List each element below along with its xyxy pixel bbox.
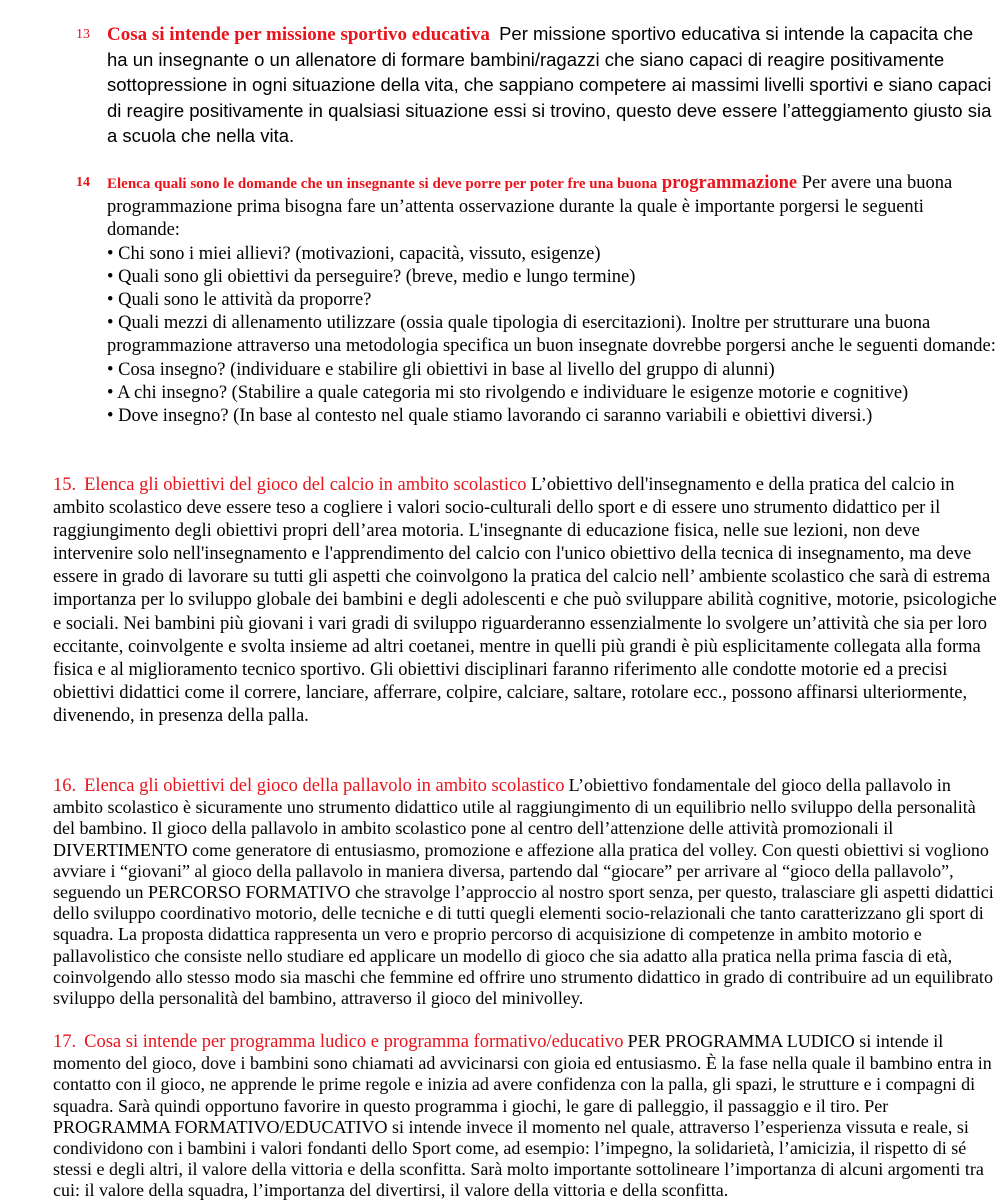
question-15-number: 15. bbox=[53, 475, 77, 495]
question-13-number: 13 bbox=[76, 27, 90, 42]
question-15-body: L’obiettivo dell'insegnamento e della pratica del calcio in ambito scolastico deve essere teso a cogliere i valori socio-culturali dello sport e di essere uno strumento didattico per il raggiungimento degli obiettivi propri dell’area motoria. L'insegnante di educazione fisica, nelle sue lezioni, non deve intervenire solo nell'insegnamento e l'apprendimento del calcio con l'unico obiettivo della tecnica di insegnamento, ma deve essere in grado di lavorare su tutti gli aspetti che coinvolgono la pratica del calcio nell’ ambiente scolastico che sarà di estrema importanza per lo sviluppo globale dei bambini e degli adolescenti e che può sviluppare abilità cognitive, motorie, psicologiche e sociali. Nei bambini più giovani i vari gradi di sviluppo riguarderanno essenzialmente lo svolgere un’attività che sia per loro eccitante, coinvolgente e svolta insieme ad altri coetanei, mentre in quelli più grandi è più esplicitamente collegata alla forma fisica e al miglioramento tecnico sportivo. Gli obiettivi disciplinari faranno riferimento alle condotte motorie ed a precisi obiettivi didattici come il correre, lanciare, afferrare, colpire, calciare, saltare, rotolare ecc., possono affinarsi ulteriormente, divenendo, in presenza della palla. bbox=[53, 475, 997, 726]
question-14-number: 14 bbox=[76, 175, 90, 190]
question-13-paragraph bbox=[107, 22, 997, 150]
question-14-title: Elenca quali sono le domande che un insegnante si deve porre per poter fre una buona bbox=[107, 176, 658, 192]
question-17-paragraph bbox=[53, 1031, 998, 1202]
question-17 bbox=[53, 1031, 998, 1202]
question-14-bullet: • A chi insegno? (Stabilire a quale categoria mi sto rivolgendo e individuare le esigenze motorie e cognitive) bbox=[107, 382, 909, 403]
question-14-bullet: • Cosa insegno? (individuare e stabilire gli obiettivi in base al livello del gruppo di alunni) bbox=[107, 359, 775, 380]
question-13-body: Per missione sportivo educativa si intende la capacita che ha un insegnante o un allenatore di formare bambini/ragazzi che siano capaci di reagire positivamente sottopressione in ogni situazione della vita, che sappiano competere ai massimi livelli sportivi e siano capaci di reagire positivamente in qualsiasi situazione essi si trovino, questo deve essere l’atteggiamento giusto sia a scuola che nella vita. bbox=[107, 23, 992, 146]
question-16 bbox=[53, 775, 998, 1009]
question-14-paragraph bbox=[107, 172, 997, 243]
question-15-paragraph bbox=[53, 474, 998, 728]
question-14-bullet: • Quali mezzi di allenamento utilizzare (ossia quale tipologia di esercitazioni). Inoltre per strutturare una buona programmazione attraverso una metodologia specifica un buon insegnate dovrebbe porgersi anche le seguenti domande: bbox=[107, 313, 996, 357]
question-16-paragraph bbox=[53, 775, 998, 1009]
question-17-number: 17. bbox=[53, 1032, 77, 1052]
question-13 bbox=[107, 22, 997, 150]
question-14-bullet: • Chi sono i miei allievi? (motivazioni, capacità, vissuto, esigenze) bbox=[107, 243, 601, 264]
question-14 bbox=[107, 172, 997, 428]
question-15-title: Elenca gli obiettivi del gioco del calcio in ambito scolastico bbox=[84, 475, 527, 495]
question-17-body: PER PROGRAMMA LUDICO si intende il momento del gioco, dove i bambini sono chiamati ad avvicinarsi con gioia ed entusiasmo. È la fase nella quale il bambino entra in contatto con il gioco, ne apprende le prime regole e inizia ad avere confidenza con la palla, gli spazi, le strutture e i compagni di squadra. Sarà quindi opportuno favorire in questo programma i giochi, le gare di palleggio, il passaggio e il tiro. Per PROGRAMMA FORMATIVO/EDUCATIVO si intende invece il momento nel quale, attraverso l’esperienza vissuta e reale, si condividono con i bambini i valori fondanti dello Sport come, ad esempio: l’impegno, la solidarietà, l’amicizia, il rispetto di sé stessi e degli altri, il valore della vittoria e della sconfitta. Sarà molto importante sottolineare l’importanza di alcuni argomenti tra cui: il valore della squadra, l’importanza del divertirsi, il valore della vittoria e della sconfitta. bbox=[53, 1031, 992, 1201]
question-13-title: Cosa si intende per missione sportivo educativa bbox=[107, 24, 490, 45]
question-16-number: 16. bbox=[53, 776, 77, 796]
question-16-body: L’obiettivo fondamentale del gioco della pallavolo in ambito scolastico è sicuramente uno strumento didattico utile al raggiungimento di un equilibrio nello sviluppo della personalità del bambino. Il gioco della pallavolo in ambito scolastico pone al centro dell’attenzione delle attività promozionali il DIVERTIMENTO come generatore di entusiasmo, promozione e affezione alla pratica del volley. Con questi obiettivi si vogliono avviare i “giovani” al gioco della pallavolo in maniera diversa, partendo dal “giocare” per arrivare al “gioco della pallavolo”, seguendo un PERCORSO FORMATIVO che stravolge l’approccio al nostro sport senza, per questo, tralasciare gli aspetti didattici dello sviluppo coordinativo motorio, delle tecniche e di tutti quegli elementi socio-relazionali che tanto caratterizzano gli sport di squadra. La proposta didattica rappresenta un vero e proprio percorso di acquisizione di competenze in ambito motorio e pallavolistico che consiste nello studiare ed applicare un modello di gioco che sia adatto alla pratica nella prima fascia di età, coinvolgendo allo stesso modo sia maschi che femmine ed offrire uno strumento didattico in grado di contribuire ad un equilibrato sviluppo della personalità del bambino, attraverso il gioco del minivolley. bbox=[53, 775, 994, 1009]
question-17-title: Cosa si intende per programma ludico e programma formativo/educativo bbox=[84, 1032, 624, 1052]
question-14-bullet: • Quali sono gli obiettivi da perseguire? (breve, medio e lungo termine) bbox=[107, 266, 636, 287]
question-15 bbox=[53, 474, 998, 728]
question-14-title-end: programmazione bbox=[661, 173, 798, 193]
question-14-bullet: • Dove insegno? (In base al contesto nel quale stiamo lavorando ci saranno variabili e obiettivi diversi.) bbox=[107, 406, 873, 427]
question-14-bullet: • Quali sono le attività da proporre? bbox=[107, 290, 372, 311]
question-16-title: Elenca gli obiettivi del gioco della pallavolo in ambito scolastico bbox=[84, 776, 565, 796]
question-14-intro: Per avere una buona programmazione prima bisogna fare un’attenta osservazione durante la quale è importante porgersi le seguenti domande: bbox=[107, 173, 953, 241]
